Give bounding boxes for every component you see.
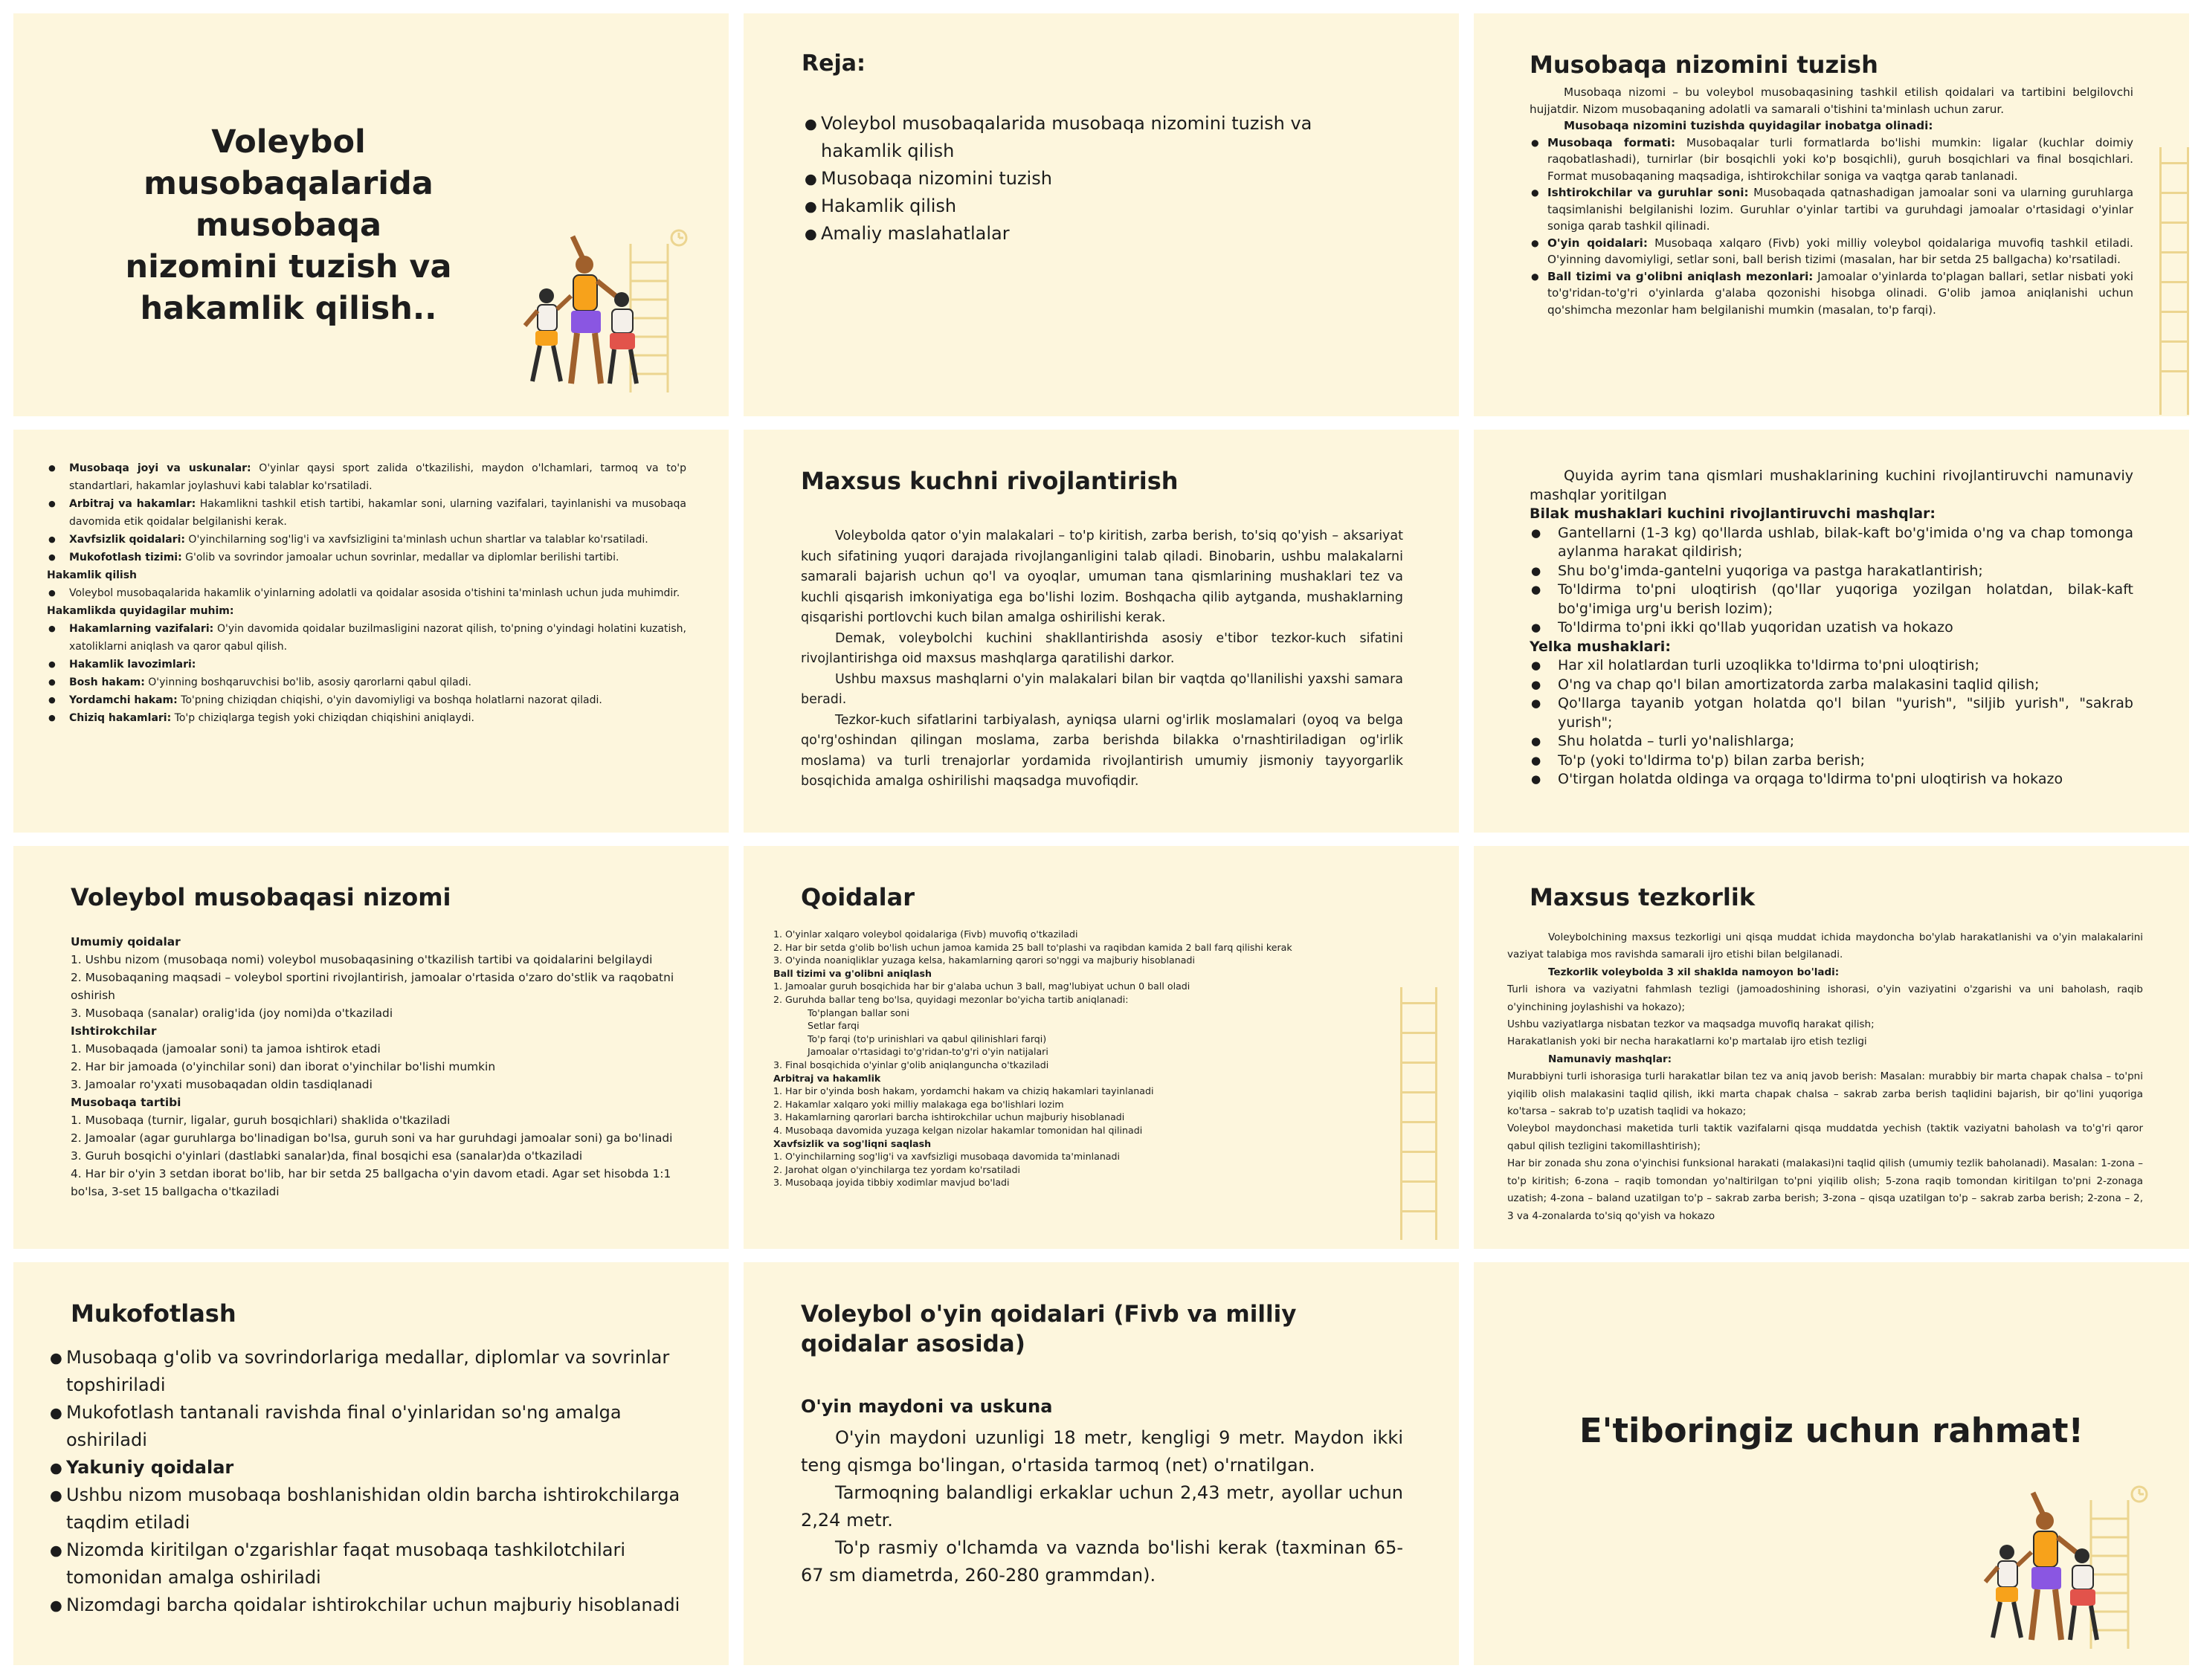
slide-thanks[interactable] (1474, 1262, 2189, 1665)
awards-list (48, 1344, 688, 1619)
rule-line: 2. Har bir setda g'olib bo'lish uchun jamoa kamida 25 ball to'plashi va raqibdan kamida 2 ball farq qilishi kerak (773, 941, 1292, 953)
refereeing-item-title: Hakamlik lavozimlari: (69, 659, 196, 671)
forearm-heading: Bilak mushaklari kuchini rivojlantiruvchi mashqlar: (1530, 505, 1936, 522)
venue-item-title: Arbitraj va hakamlar: (69, 498, 196, 510)
refereeing-item-text: O'yin davomida qoidalar buzilmasligini nazorat qilish, to'pning o'yindagi holatini kuzatish, xatoliklarni aniqlash va qaror qabul qilish. (69, 623, 686, 653)
rule-line: 3. Hakamlarning qarorlari barcha ishtirokchilar uchun majburiy hisoblanadi (773, 1111, 1125, 1123)
rule-line: 1. Ushbu nizom (musobaqa nomi) voleybol musobaqasining o'tkazilish tartibi va qoidalarini belgilaydi (71, 953, 653, 966)
shoulder-exercise: ● To'p (yoki to'ldirma to'p) bilan zarba berish; (1530, 752, 2133, 771)
speed-line: Voleybolchining maxsus tezkorligi uni qisqa muddat ichida maydoncha bo'ylab harakatlanishi va o'yin malakalarini vaziyat talabiga mos ravishda samarali ijro etishi bilan belgilanadi. (1507, 931, 2143, 961)
regulation-item-title: Musobaqa formati: (1547, 135, 1676, 149)
ladder-decoration (1400, 987, 1437, 1240)
exercises-body (1530, 467, 2133, 789)
speed-body (1507, 929, 2143, 1225)
speed-line: Murabbiyni turli ishorasiga turli harakatlar bilan tez va aniq javob berish: Masalan: murabbiy bir marta chapak chalsa – to'pni yiqilib olish malakasini taqlid qilish, ikki marta chapak chalsa – sakrab zarba berish taqlidini bajarish, bir qo'lini yuqoriga ko'tarsa – sakrab to'p uzatish taqlidi va hokazo; (1507, 1070, 2143, 1118)
refereeing-item-text: To'pning chiziqdan chiqishi, o'yin davomiyligi va boshqa holatlarni nazorat qiladi. (177, 694, 602, 706)
strength-paragraph: Voleybolda qator o'yin malakalari – to'p kiritish, zarba berish, to'siq qo'yish – aksariyat kuch sifatining yuqori darajada rivojlanganligini talab qiladi. Binobarin, ushbu malakalarni samarali bajarish uchun qo'l va oyoqlar, umuman tana qismlarining mushaklari tez va kuchli qisqarish imkoniyatiga ega bo'lishi lozim. Boshqacha qilib aytganda, mushaklarning qisqarishi portlovchi kuch bilan amalga oshirilishi kerak. (801, 529, 1403, 625)
shoulder-exercise: ● Har xil holatlardan turli uzoqlikka to'ldirma to'pni uloqtirish; (1530, 656, 2133, 676)
refereeing-item-text: To'p chiziqlarga tegish yoki chiziqdan chiqishini aniqlaydi. (171, 712, 474, 724)
rule-line: 2. Hakamlar xalqaro yoki milliy malakaga ega bo'lishlari lozim (773, 1098, 1064, 1110)
regulation-item-text: Musobaqa xalqaro (Fivb) yoki milliy voleybol qoidalariga muvofiq tashkil etiladi. O'yinning davomiyligi, setlar soni, ball berish tizimi (masalan, har bir setda 25 ballgacha) ko'rsatiladi. (1547, 236, 2133, 266)
slide-title[interactable] (13, 13, 729, 416)
awards-item: ● Mukofotlash tantanali ravishda final o'yinlaridan so'ng amalga oshiriladi (48, 1399, 688, 1454)
slide-awards[interactable] (13, 1262, 729, 1665)
section-heading: Ball tizimi va g'olibni aniqlash (773, 967, 932, 979)
plan-item: ● Voleybol musobaqalarida musobaqa nizomini tuzish va hakamlik qilish (803, 110, 1398, 165)
refereeing-item-title: Hakamlarning vazifalari: (69, 623, 214, 635)
speed-heading: Maxsus tezkorlik (1530, 883, 1756, 911)
regulation-subheading: Musobaqa nizomini tuzishda quyidagilar inobatga olinadi: (1564, 119, 1933, 132)
section-heading: Arbitraj va hakamlik (773, 1072, 881, 1084)
regulation-intro: Musobaqa nizomi – bu voleybol musobaqasining tashkil etilish qoidalari va tartibini belgilovchi hujjatdir. Nizom musobaqaning adolatli va samarali o'tishini ta'minlash uchun zarur. (1530, 85, 2133, 116)
gym-illustration (519, 222, 697, 400)
forearm-exercise: ● Gantellarni (1-3 kg) qo'llarda ushlab, bilak-kaft bo'g'imida o'ng va chap tomonga aylanma harakat qildirish; (1530, 524, 2133, 562)
slide-rules[interactable] (744, 846, 1459, 1249)
awards-heading: Mukofotlash (71, 1299, 236, 1328)
rule-line: 1. Jamoalar guruh bosqichida har bir g'alaba uchun 3 ball, mag'lubiyat uchun 0 ball oladi (773, 980, 1190, 992)
shoulder-exercise: ● O'tirgan holatda oldinga va orqaga to'ldirma to'pni uloqtirish va hokazo (1530, 770, 2133, 789)
slide-venue-refereeing[interactable] (13, 430, 729, 833)
regulation-item-title: Ishtirokchilar va guruhlar soni: (1547, 186, 1749, 199)
rule-line: 2. Jarohat olgan o'yinchilarga tez yordam ko'rsatiladi (773, 1163, 1020, 1175)
section-heading: ● Yakuniy qoidalar (48, 1454, 688, 1482)
plan-item: ● Musobaqa nizomini tuzish (803, 165, 1398, 193)
regulation-item-text: Musobaqalar turli formatlarda bo'lishi mumkin: ligalar (kuchlar doimiy raqobatlashadi), turnirlar (bir bosqichli yoki ko'p bosqichli), guruh bosqichlari va final bosqichlari. Format musobaqaning maqsadiga, ishtirokchilar soniga va vaqtga qarab tanlanadi. (1547, 135, 2133, 183)
regulation-item-text: Jamoalar o'yinlarda to'plagan ballari, setlar nisbati yoki to'g'ridan-to'g'ri o'yinlarda g'alaba qozonishi hisobga olinadi. G'olib jamoa aniqlanishi uchun qo'shimcha mezonlar ham belgilanishi mumkin (masalan, to'p farqi). (1547, 269, 2133, 317)
venue-item (47, 531, 686, 549)
strength-paragraph: Tezkor-kuch sifatlarini tarbiyalash, ayniqsa ularni og'irlik moslamalari (oyoq va belga qo'rg'oshindan qilingan moslama, zarba berishda bilakka o'rnashtiriladigan og'irlik moslama) va turli trenajorlar yordamida rivojlantirish umumiy jismoniy tayyorgarlik bosqichida amalga oshirilishi maqsadga muvofiqdir. (801, 712, 1403, 789)
forearm-exercise: ● Shu bo'g'imda-gantelni yuqoriga va pastga harakatlantirish; (1530, 562, 2133, 581)
speed-line: Har bir zonada shu zona o'yinchisi funksional harakati (malakasi)ni taqlid qilish (umumiy tezlik baholanadi). Masalan: 1-zona – to'p kiritish; 6-zona – raqib tomondan yo'naltirilgan to'pni yiqilib olish; 5-zona raqib tomondan kiritilgan to'pni 2-zonaga uzatish; 4-zona – baland uzatilgan to'p – sakrab zarba berish; 3-zona – qisqa uzatilgan to'p – sakrab zarba berish; 2-zona – 2, 3 va 4-zonalarda to'siq qo'yish va hokazo (1507, 1157, 2143, 1222)
rule-line: 2. Guruhda ballar teng bo'lsa, quyidagi mezonlar bo'yicha tartib aniqlanadi: (773, 993, 1129, 1005)
strength-heading: Maxsus kuchni rivojlantirish (801, 467, 1179, 495)
strength-body (801, 526, 1403, 792)
venue-item-title: Xavfsizlik qoidalari: (69, 534, 185, 546)
rule-line: 4. Har bir o'yin 3 setdan iborat bo'lib, har bir setda 25 ballgacha o'yin davom etadi. Agar set hisobda 1:1 bo'lsa, 3-set 15 ballgacha o'tkaziladi (71, 1167, 671, 1198)
awards-item: ● Ushbu nizom musobaqa boshlanishidan oldin barcha ishtirokchilarga taqdim etiladi (48, 1482, 688, 1537)
venue-item-text: G'olib va sovrindor jamoalar uchun sovrinlar, medallar va diplomlar berilishi tartibi. (181, 552, 619, 563)
regulation-item-title: O'yin qoidalari: (1547, 236, 1648, 250)
game-rules-paragraph: To'p rasmiy o'lchamda va vaznda bo'lishi kerak (taxminan 65-67 sm diametrda, 260-280 grammdan). (801, 1537, 1403, 1586)
regulation-item (1530, 184, 2133, 235)
game-rules-paragraph: O'yin maydoni uzunligi 18 metr, kengligi 9 metr. Maydon ikki teng qismga bo'lingan, o'rtasida tarmoq (net) o'rnatilgan. (801, 1427, 1403, 1476)
rule-line: 3. Final bosqichida o'yinlar g'olib aniqlanguncha o'tkaziladi (773, 1059, 1049, 1070)
section-heading: Musobaqa tartibi (71, 1096, 181, 1109)
plan-item: ● Hakamlik qilish (803, 193, 1398, 220)
competition-rules-body (71, 933, 682, 1201)
rule-line: 2. Har bir jamoada (o'yinchilar soni) dan iborat o'yinchilar bo'lishi mumkin (71, 1060, 496, 1073)
refereeing-item-title: Yordamchi hakam: (69, 694, 178, 706)
rule-line: 1. Musobaqada (jamoalar soni) ta jamoa ishtirok etadi (71, 1042, 381, 1056)
slide-plan[interactable] (744, 13, 1459, 416)
refereeing-item (47, 691, 686, 709)
section-heading: Namunaviy mashqlar: (1548, 1053, 1672, 1065)
regulation-item-text: Musobaqada qatnashadigan jamoalar soni va ularning guruhlarga taqsimlanishi belgilanishi lozim. Guruhlar o'yinlar tartibi va guruhdagi jamoalar o'rtasidagi o'yinlar soniga qarab tashkil qilinadi. (1547, 186, 2133, 233)
rule-line: 3. Jamoalar ro'yxati musobaqadan oldin tasdiqlanadi (71, 1078, 373, 1091)
forearm-exercise: ● To'ldirma to'pni uloqtirish (qo'llar yuqoriga yozilgan holatdan, bilak-kaft bo'g'imiga urg'u berish lozim); (1530, 581, 2133, 618)
gym-illustration (1979, 1478, 2158, 1656)
game-rules-body (801, 1424, 1403, 1589)
slide-game-rules[interactable] (744, 1262, 1459, 1665)
awards-item: ● Nizomda kiritilgan o'zgarishlar faqat musobaqa tashkilotchilari tomonidan amalga oshiriladi (48, 1537, 688, 1592)
rules-heading: Qoidalar (801, 883, 915, 911)
exercises-intro: Quyida ayrim tana qismlari mushaklarining kuchini rivojlantiruvchi namunaviy mashqlar yoritilgan (1530, 468, 2133, 503)
slide-regulation[interactable] (1474, 13, 2189, 416)
regulation-item-title: Ball tizimi va g'olibni aniqlash mezonlari: (1547, 269, 1814, 283)
refereeing-subheading: Hakamlikda quyidagilar muhim: (47, 605, 234, 617)
rule-line: To'plangan ballar soni (808, 1007, 909, 1018)
plan-item: ● Amaliy maslahatlalar (803, 220, 1398, 248)
rule-line: 1. Musobaqa (turnir, ligalar, guruh bosqichlari) shaklida o'tkaziladi (71, 1114, 451, 1127)
refereeing-intro: ● Voleybol musobaqalarida hakamlik o'yinlarning adolatli va qoidalar asosida o'tishini ta'minlash uchun juda muhimdir. (47, 584, 686, 602)
thanks-heading: E'tiboringiz uchun rahmat! (1579, 1411, 2084, 1450)
rule-line: 3. O'yinda noaniqliklar yuzaga kelsa, hakamlarning qarori so'nggi va majburiy hisoblanadi (773, 954, 1195, 966)
refereeing-item-title: Chiziq hakamlari: (69, 712, 172, 724)
ladder-decoration (2159, 147, 2189, 415)
rule-line: To'p farqi (to'p urinishlari va qabul qilinishlari farqi) (808, 1033, 1047, 1044)
shoulder-exercise: ● O'ng va chap qo'l bilan amortizatorda zarba malakasini taqlid qilish; (1530, 676, 2133, 695)
rule-line: 4. Musobaqa davomida yuzaga kelgan nizolar hakamlar tomonidan hal qilinadi (773, 1124, 1143, 1136)
regulation-heading: Musobaqa nizomini tuzish (1530, 51, 1878, 79)
venue-item (47, 495, 686, 531)
rule-line: 1. O'yinlar xalqaro voleybol qoidalariga (Fivb) muvofiq o'tkaziladi (773, 928, 1078, 940)
section-heading: Tezkorlik voleybolda 3 xil shaklda namoyon bo'ladi: (1548, 966, 1840, 978)
venue-item-title: Musobaqa joyi va uskunalar: (69, 462, 251, 474)
rule-line: 3. Musobaqa (sanalar) oralig'ida (joy nomi)da o'tkaziladi (71, 1007, 393, 1020)
slide-exercises[interactable] (1474, 430, 2189, 833)
regulation-item (1530, 235, 2133, 268)
game-rules-heading: Voleybol o'yin qoidalari (Fivb va milliy qoidalar asosida) (801, 1301, 1297, 1357)
game-rules-paragraph: Tarmoqning balandligi erkaklar uchun 2,43 metr, ayollar uchun 2,24 metr. (801, 1482, 1403, 1531)
shoulder-exercise: ● Shu holatda – turli yo'nalishlarga; (1530, 732, 2133, 752)
awards-item: ● Nizomdagi barcha qoidalar ishtirokchilar uchun majburiy hisoblanadi (48, 1592, 688, 1619)
regulation-item (1530, 135, 2133, 185)
refereeing-item (47, 709, 686, 727)
speed-line: Harakatlanish yoki bir necha harakatlarni ko'p martalab ijro etish tezligi (1507, 1036, 1867, 1048)
strength-paragraph: Ushbu maxsus mashqlarni o'yin malakalari bilan bir vaqtda qo'llanilishi yaxshi samara beradi. (801, 671, 1403, 707)
refereeing-item-title: Bosh hakam: (69, 676, 145, 688)
game-rules-subheading: O'yin maydoni va uskuna (801, 1396, 1053, 1417)
regulation-body (1530, 84, 2133, 318)
refereeing-item (47, 673, 686, 691)
venue-item-text: Hakamlikni tashkil etish tartibi, hakamlar soni, ularning vazifalari, tayinlanishi va musobaqa davomida etik qoidalar belgilanishi kerak. (69, 498, 686, 528)
rule-line: 1. O'yinchilarning sog'lig'i va xavfsizligi musobaqa davomida ta'minlanadi (773, 1151, 1121, 1163)
speed-line: Turli ishora va vaziyatni fahmlash tezligi (jamoadoshining ishorasi, o'yin vaziyatini o'zgarishi va uni baholash, raqib o'yinchining joylashishi va hokazo); (1507, 983, 2143, 1013)
venue-item-text: O'yinlar qaysi sport zalida o'tkazilishi, maydon o'lchamlari, tarmoq va to'p standartlari, hakamlar joylashuvi kabi talablar ko'rsatiladi. (69, 462, 686, 492)
section-heading: Xavfsizlik va sog'liqni saqlash (773, 1137, 932, 1149)
venue-body (47, 459, 686, 727)
refereeing-heading: Hakamlik qilish (47, 569, 138, 581)
plan-list (803, 110, 1398, 248)
slide-competition-rules[interactable] (13, 846, 729, 1249)
speed-line: Voleybol maydonchasi maketida turli taktik vazifalarni qisqa muddatda yechish (taktik vaziyatni baholash va to'g'ri qaror qabul qilish tezligini takomillashtirish); (1507, 1122, 2143, 1152)
rule-line: Jamoalar o'rtasidagi to'g'ridan-to'g'ri o'yin natijalari (808, 1046, 1048, 1058)
shoulder-exercise: ● Qo'llarga tayanib yotgan holatda qo'l bilan "yurish", "siljib yurish", "sakrab yurish"; (1530, 694, 2133, 732)
rule-line: 1. Har bir o'yinda bosh hakam, yordamchi hakam va chiziq hakamlari tayinlanadi (773, 1085, 1154, 1097)
section-heading: Umumiy qoidalar (71, 935, 181, 949)
refereeing-item (47, 620, 686, 656)
slide-speed[interactable] (1474, 846, 2189, 1249)
plan-heading: Reja: (802, 51, 866, 77)
strength-paragraph: Demak, voleybolchi kuchini shakllantirishda asosiy e'tibor tezkor-kuch sifatini rivojlantirishga oid maxsus mashqlarga qaratilishi darkor. (801, 630, 1403, 666)
slide-title-heading: Voleybol musobaqalarida musobaqa nizomini tuzish va hakamlik qilish.. (125, 123, 452, 327)
rule-line: 3. Guruh bosqichi o'yinlari (dastlabki sanalar)da, final bosqichi esa (sanalar)da o'tkaziladi (71, 1149, 583, 1163)
rule-line: Setlar farqi (808, 1020, 860, 1032)
venue-item (47, 459, 686, 495)
venue-item-text: O'yinchilarning sog'lig'i va xavfsizligini ta'minlash uchun shartlar va talablar ko'rsatiladi. (184, 534, 648, 546)
section-heading: Ishtirokchilar (71, 1024, 157, 1038)
awards-item: ● Musobaqa g'olib va sovrindorlariga medallar, diplomlar va sovrinlar topshiriladi (48, 1344, 688, 1399)
refereeing-item (47, 656, 686, 673)
venue-item-title: Mukofotlash tizimi: (69, 552, 182, 563)
rules-body (773, 928, 1368, 1189)
rule-line: 3. Musobaqa joyida tibbiy xodimlar mavjud bo'ladi (773, 1177, 1010, 1189)
venue-item (47, 549, 686, 566)
regulation-item (1530, 268, 2133, 319)
speed-line: Ushbu vaziyatlarga nisbatan tezkor va maqsadga muvofiq harakat qilish; (1507, 1018, 1875, 1031)
forearm-exercise: ● To'ldirma to'pni ikki qo'llab yuqoridan uzatish va hokazo (1530, 618, 2133, 638)
shoulder-heading: Yelka mushaklari: (1530, 638, 1671, 655)
competition-rules-heading: Voleybol musobaqasi nizomi (71, 883, 451, 911)
rule-line: 2. Jamoalar (agar guruhlarga bo'linadigan bo'lsa, guruh soni va har guruhdagi jamoalar soni) ga bo'linadi (71, 1131, 673, 1145)
rule-line: 2. Musobaqaning maqsadi – voleybol sportini rivojlantirish, jamoalar o'rtasida o'zaro do'stlik va raqobatni oshirish (71, 971, 674, 1002)
slide-strength[interactable] (744, 430, 1459, 833)
refereeing-item-text: O'yinning boshqaruvchisi bo'lib, asosiy qarorlarni qabul qiladi. (144, 676, 471, 688)
